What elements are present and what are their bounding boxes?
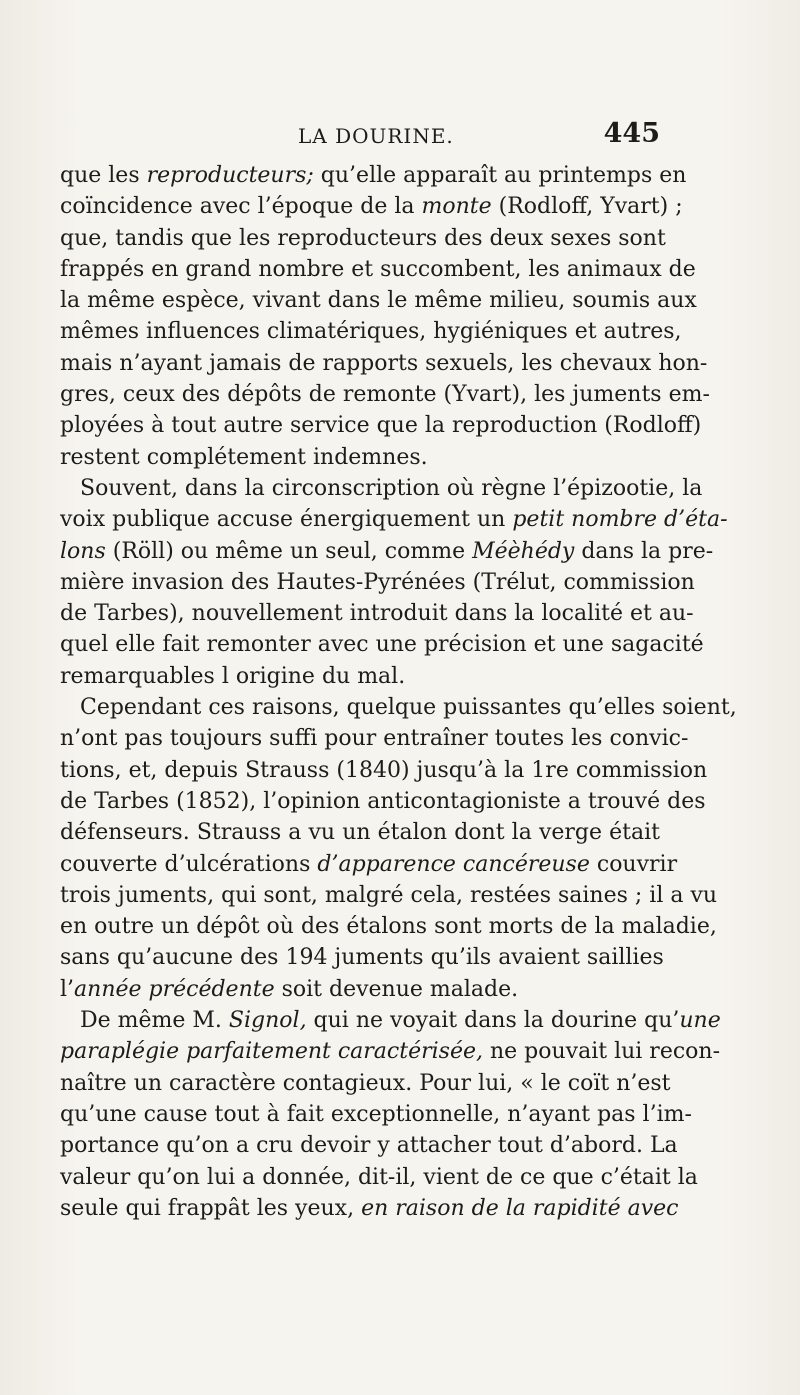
italic-text: lons [60,538,106,564]
text-run: Souvent, dans la circonscription où règne l’épizootie, la [80,475,703,501]
body-text [60,160,737,1224]
text-line [60,285,697,316]
text-line [60,786,706,817]
running-head [60,118,660,158]
text-run: Cependant ces raisons, quelque puissantes qu’elles soient, [80,695,737,721]
text-line [60,442,660,473]
italic-text: en raison de la rapidité avec [361,1195,679,1221]
text-line [60,473,703,504]
italic-text: année précédente [74,976,275,1002]
text-run: n’ont pas toujours suffi pour entraîner toutes les convic- [60,726,689,752]
text-run: couvrir [589,851,678,877]
text-line [60,410,702,441]
text-run: (Rodloff, Yvart) ; [491,194,683,220]
text-run: restent complétement indemnes. [60,444,428,470]
text-run: ployées à tout autre service que la reproduction (Rodloff) [60,413,702,439]
text-run: tions, et, depuis Strauss (1840) jusqu’à la 1re commission [60,757,708,783]
text-run: couverte d’ulcérations [60,851,318,877]
page-number: 445 [603,118,660,149]
text-line [60,379,710,410]
text-line [60,160,687,191]
text-run: qu’elle apparaît au printemps en [313,163,687,188]
text-run: gres, ceux des dépôts de remonte (Yvart), les juments em- [60,382,710,408]
text-line [60,598,694,629]
text-run: remarquables l origine du mal. [60,663,406,689]
text-line [60,661,660,692]
text-run: la même espèce, vivant dans le même milieu, soumis aux [60,288,697,314]
italic-text: d’apparence cancéreuse [317,851,590,877]
text-run: trois juments, qui sont, malgré cela, restées saines ; il a vu [60,882,718,908]
text-line [60,316,682,347]
running-title: LA DOURINE. [298,124,454,148]
text-line [60,1036,721,1067]
text-line [60,1130,678,1161]
text-run: qu’une cause tout à fait exceptionnelle, n’ayant pas l’im- [60,1101,692,1127]
text-run: l’ [60,976,75,1002]
text-line [60,911,717,942]
text-line [60,817,660,848]
text-line [60,849,678,880]
text-run: soit devenue malade. [274,976,519,1002]
italic-text: une [679,1008,721,1034]
italic-text: Méèhédy [472,538,575,564]
text-run: (Röll) ou même un seul, comme [105,538,473,564]
text-run: naître un caractère contagieux. Pour lui, « le coït n’est [60,1070,671,1096]
text-run: de Tarbes (1852), l’opinion anticontagioniste a trouvé des [60,788,706,814]
text-run: que, tandis que les reproducteurs des deux sexes sont [60,225,666,251]
text-run: dans la pre- [574,538,714,564]
text-run: sans qu’aucune des 194 juments qu’ils avaient saillies [60,945,664,971]
text-run: mais n’ayant jamais de rapports sexuels, les chevaux hon- [60,350,708,376]
text-line [60,1099,692,1130]
text-run: De même M. [80,1008,229,1034]
italic-text: petit nombre d’éta- [512,507,728,533]
text-run: défenseurs. Strauss a vu un étalon dont la verge était [60,820,660,846]
text-run: voix publique accuse énergiquement un [60,507,513,533]
text-run: en outre un dépôt où des étalons sont morts de la maladie, [60,914,717,940]
text-run: mière invasion des Hautes-Pyrénées (Trélut, commission [60,569,695,595]
text-run: qui ne voyait dans la dourine qu’ [306,1008,680,1034]
italic-text: Signol, [228,1008,307,1034]
text-run: portance qu’on a cru devoir y attacher tout d’abord. La [60,1133,678,1159]
text-line [60,504,728,535]
text-line [60,191,683,222]
text-line [60,723,689,754]
text-line [60,536,714,567]
italic-text: paraplégie parfaitement caractérisée, [60,1039,483,1065]
text-line [60,942,664,973]
text-line [60,1162,698,1193]
text-line [60,223,666,254]
text-line [60,567,695,598]
text-line [60,974,660,1005]
text-line [60,348,708,379]
text-line [60,629,704,660]
text-run: ne pouvait lui recon- [482,1039,721,1065]
text-run: mêmes influences climatériques, hygiéniques et autres, [60,319,682,345]
italic-text: monte [421,194,492,220]
text-line [60,1068,671,1099]
text-line [60,254,696,285]
text-run: quel elle fait remonter avec une précision et une sagacité [60,632,704,658]
text-run: de Tarbes), nouvellement introduit dans la localité et au- [60,601,694,627]
text-line [60,1005,721,1036]
text-line [60,1193,679,1224]
text-run: valeur qu’on lui a donnée, dit-il, vient de ce que c’était la [60,1164,698,1190]
text-run: seule qui frappât les yeux, [60,1195,362,1221]
text-run: coïncidence avec l’époque de la [60,194,422,220]
text-line [60,692,737,723]
text-run: frappés en grand nombre et succombent, les animaux de [60,256,696,282]
italic-text: reproducteurs; [146,163,314,188]
text-line [60,880,718,911]
text-line [60,755,708,786]
text-run: que les [60,163,147,188]
